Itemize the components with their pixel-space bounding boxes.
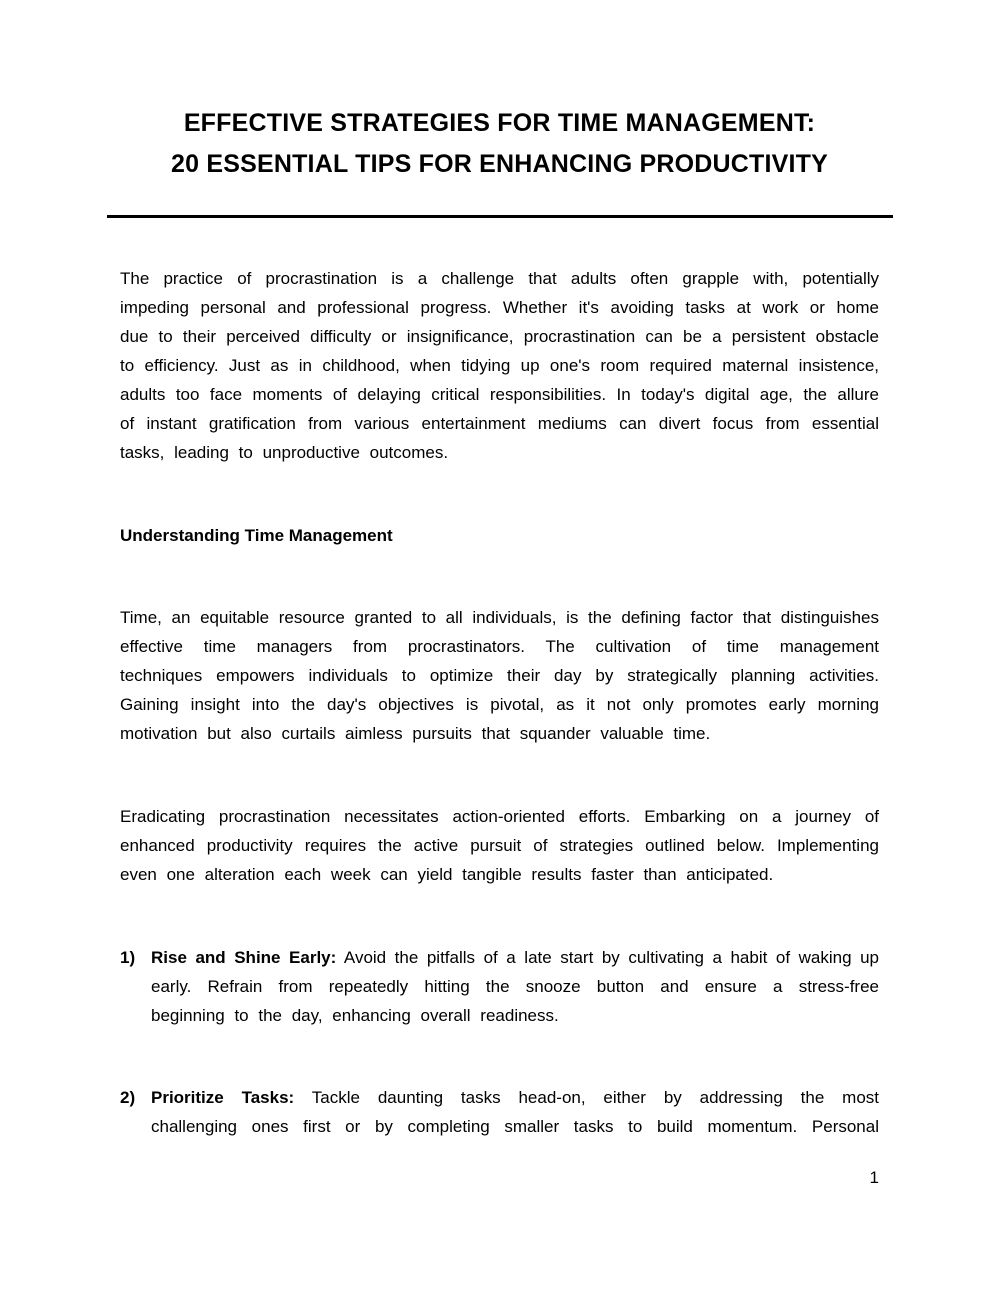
- paragraph-line: to efficiency. Just as in childhood, when tidying up one's room required maternal insistence,: [120, 356, 879, 375]
- list-item-1-rise-and-shine: [120, 943, 879, 1030]
- paragraph-line: The practice of procrastination is a challenge that adults often grapple with, potentially: [120, 269, 879, 288]
- paragraph-line: even one alteration each week can yield tangible results faster than anticipated.: [120, 865, 774, 884]
- paragraph-line: effective time managers from procrastinators. The cultivation of time management: [120, 637, 879, 656]
- list-item-number: 2): [120, 1088, 136, 1107]
- paragraph-line: tasks, leading to unproductive outcomes.: [120, 443, 449, 462]
- document-title: [120, 103, 879, 185]
- list-item-text: Avoid the pitfalls of a late start by cultivating a habit of waking up: [343, 948, 879, 967]
- document-content: [120, 0, 879, 1141]
- title-line-1: EFFECTIVE STRATEGIES FOR TIME MANAGEMENT:: [183, 109, 816, 137]
- list-item-line: early. Refrain from repeatedly hitting the snooze button and ensure a stress-free: [151, 977, 879, 996]
- list-item-lead: Prioritize Tasks:: [151, 1088, 295, 1107]
- list-item-2-prioritize-tasks: [120, 1083, 879, 1141]
- paragraph-line: techniques empowers individuals to optimize their day by strategically planning activities.: [120, 666, 879, 685]
- paragraph-line: impeding personal and professional progress. Whether it's avoiding tasks at work or home: [120, 298, 879, 317]
- paragraph-eradicating: [120, 802, 879, 889]
- title-divider-rule: [107, 215, 893, 218]
- paragraph-time-resource: [120, 603, 879, 748]
- paragraph-line: Time, an equitable resource granted to all individuals, is the defining factor that distinguishes: [120, 608, 879, 627]
- page-number: 1: [869, 1168, 879, 1187]
- title-line-2: 20 ESSENTIAL TIPS FOR ENHANCING PRODUCTIVITY: [170, 150, 829, 178]
- paragraph-line: motivation but also curtails aimless pursuits that squander valuable time.: [120, 724, 711, 743]
- paragraph-line: adults too face moments of delaying critical responsibilities. In today's digital age, the allure: [120, 385, 879, 404]
- paragraph-line: enhanced productivity requires the active pursuit of strategies outlined below. Implementing: [120, 836, 879, 855]
- list-item-line: challenging ones first or by completing smaller tasks to build momentum. Personal: [151, 1117, 879, 1136]
- list-item-number: 1): [120, 948, 136, 967]
- paragraph-line: Gaining insight into the day's objectives is pivotal, as it not only promotes early morning: [120, 695, 879, 714]
- list-item-lead: Rise and Shine Early:: [151, 948, 337, 967]
- paragraph-intro: [120, 264, 879, 467]
- list-item-line: [151, 1083, 879, 1112]
- list-item-text: Tackle daunting tasks head-on, either by addressing the most: [311, 1088, 879, 1107]
- list-item-line: [151, 943, 879, 972]
- list-item-line: beginning to the day, enhancing overall readiness.: [151, 1006, 559, 1025]
- section-heading: Understanding Time Management: [120, 526, 393, 545]
- paragraph-line: of instant gratification from various entertainment mediums can divert focus from essential: [120, 414, 879, 433]
- paragraph-line: due to their perceived difficulty or insignificance, procrastination can be a persistent obstacle: [120, 327, 879, 346]
- paragraph-line: Eradicating procrastination necessitates action-oriented efforts. Embarking on a journey of: [120, 807, 879, 826]
